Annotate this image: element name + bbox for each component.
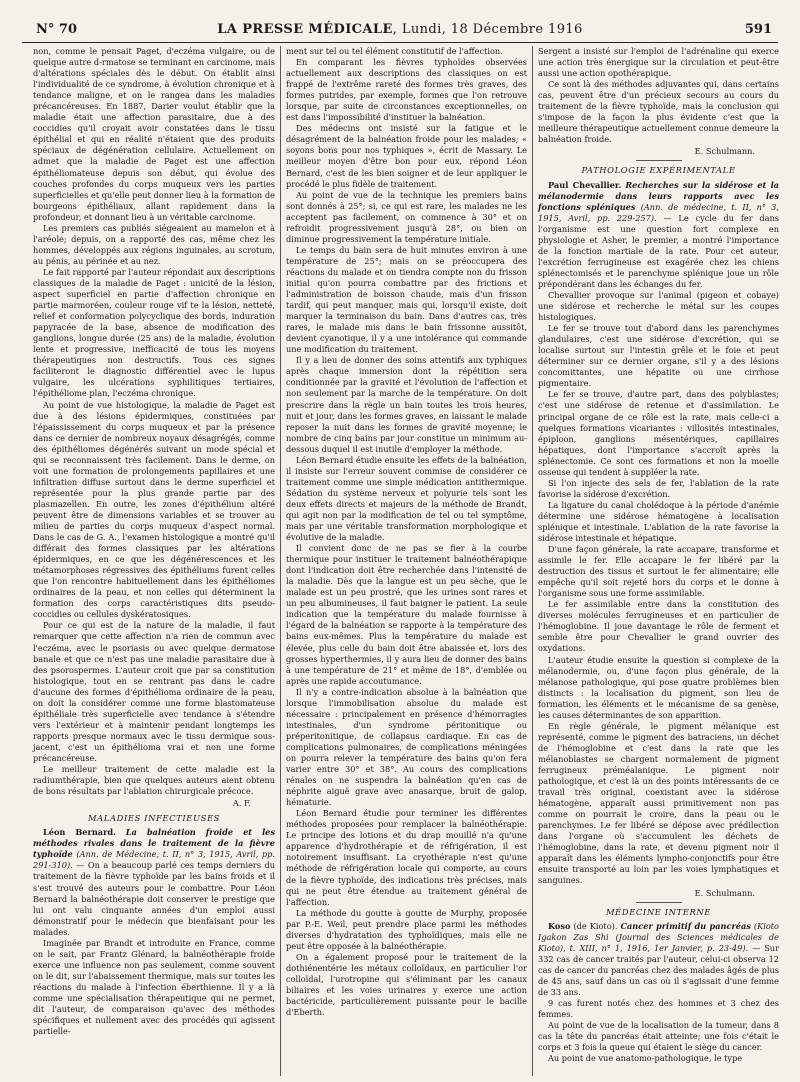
reference-title: La balnéation froide et les méthodes rivales dans le traitement de la fièvre typhoïde (33, 827, 276, 860)
reference-source: (Ann. de Médecine, t. II, n° 3, 1915, Avril, pp. 291-310). (33, 849, 275, 871)
paragraph: Les premiers cas publiés siégeaient au mamelon et à l'aréole; depuis, on a rapporté des cas, même chez les hommes, développés aux régions inguinales, au scrotum, au pénis, au périnée et au nez. (33, 222, 275, 266)
abstract-reference (538, 180, 779, 290)
paragraph: Au point de vue de la localisation de la tumeur, dans 8 cas la tête du pancréas était atteinte; une fois c'était le corps et 3 fois la queue qui étaient le siège du cancer. (538, 1020, 779, 1053)
reference-author: Paul Chevallier. (548, 179, 622, 190)
paragraph: On a également proposé pour le traitement de la dothiénentérie les métaux colloïdaux, en particulier l'or colloïdal, l'urotropine qui s'éliminant par les canaux biliaires et les voies urinaires y exerce une action bactéricide, particulièrement puissante pour le bacille d'Eberth. (286, 951, 527, 1018)
reference-body: — On a beaucoup parlé ces temps derniers du traitement de la fièvre typhoïde par les bains froids et il s'est trouvé des auteurs pour le combattre. Pour Léon Bernard la balnéothérapie doit conserver le prestige que lui ont valu cinquante années d'un emploi aussi démonstratif pour le médecin que bienfaisant pour les malades. (33, 860, 275, 937)
paragraph: Si l'on injecte des sels de fer, l'ablation de la rate favorise la sidérose d'excrétion. (538, 477, 779, 499)
reference-author: Léon Bernard. (43, 827, 116, 838)
author-signature: A. F. (232, 798, 251, 809)
section-heading: MÉDECINE INTERNE (605, 906, 712, 917)
page-number: 591 (744, 22, 772, 37)
article-columns (28, 46, 784, 1076)
paragraph: Au point de vue histologique, la maladie de Paget est due à des lésions épidermiques, constituées par l'épaississement du corps muqueux et par la présence dans ce dernier de nombreux noyaux désagrégés, comme des épithéliomes dégénérés suivant un mode spécial et qui se reconnaissent très facilement. Dans le derme, on voit une formation de prolongements papillaires et une infiltration diffuse surtout dans le derme superficiel et représentée pour la plus grande partie par des plasmazellen. En outre, les zones d'épithélium altéré peuvent être de dimensions variables et se trouver au milieu de parties du corps muqueux d'aspect normal. Dans le cas de G. A., l'examen histologique a montré qu'il différait des formes classiques par les altérations épidermiques, en ce que les dégénérescences et les métamorphoses régressives des épithéliums furent celles que l'on rencontre habituellement dans les épithéliomes ordinaires de la peau, et non celles qui déterminent la formation des corps caractéristiques dits pseudo-coccidies ou cellules dyskératosiques. (33, 399, 275, 620)
issue-number: N° 70 (36, 22, 77, 37)
page-header (22, 20, 778, 40)
paragraph: Au point de vue de la technique les premiers bains sont donnés à 25°; si, ce qui est rare, les malades ne les acceptent pas facilement, on commence à 30° et on refroidit progressivement jusqu'à 28°, ou bien on diminue progressivement la température initiale. (286, 189, 527, 244)
author-signature: E. Schulmann. (694, 146, 755, 157)
section-divider (636, 160, 682, 161)
paragraph: Chevallier provoque sur l'animal (pigeon et cobaye) une sidérose et recherche le métal sur les coupes histologiques. (538, 289, 779, 323)
paragraph: Le meilleur traitement de cette maladie est la radiumthérapie, bien que quelques auteurs aient obtenu de bons résultats par l'ablation chirurgicale précoce. (33, 764, 275, 797)
reference-title: Cancer primitif du pancréas (620, 920, 751, 931)
abstract-reference (33, 827, 275, 937)
paragraph: Il convient donc de ne pas se fier à la courbe thermique pour instituer le traitement balnéothérapique dont l'indication doit être recherchée dans l'intensité de la maladie. Dès que la langue est un peu sèche, que le malade est un peu prostré, que les urines sont rares et un peu albumineuses, il faut baigner le patient. La seule indication que la température du malade fournisse à l'égard de la balnéation se rapporte à la température des bains eux-mêmes. Plus la température du malade est élevée, plus celle du bain doit être abaissée et, lors des grosses hyperthermies, il y aura lieu de donner des bains à une température de 21° et même de 18°, d'emblée ou après une rapide accoutumance. (286, 543, 527, 686)
paragraph: Sergent a insisté sur l'emploi de l'adrénaline qui exerce une action très énergique sur la circulation et peut-être aussi une action opothérapique. (538, 46, 779, 79)
reference-body: — Sur 332 cas de cancer traités par l'auteur, celui-ci observa 12 cas de cancer du pancréas chez des malades âgés de plus de 45 ans, sauf dans un cas où il s'agissait d'une femme de 33 ans. (538, 942, 779, 997)
paragraph: La ligature du canal cholédoque à la période d'anémie détermine une sidérose hématogène à localisation splénique et intestinale. L'ablation de la rate favorise la sidérose intestinale et hépatique. (538, 499, 779, 544)
reference-author: Koso (548, 920, 571, 931)
paragraph: Ce sont là des méthodes adjuvantes qui, dans certains cas, peuvent être d'un précieux secours au cours du traitement de la fièvre typhoïde, mais la conclusion qui s'impose de la façon la plus évidente c'est que la meilleure thérapeutique actuellement connue demeure la balnéation froide. (538, 79, 779, 145)
paragraph: Le fait rapporté par l'auteur répondait aux descriptions classiques de la maladie de Paget : unicité de la lésion, aspect superficiel en partie d'affection chronique en partie marmoréen, couleur rouge vif te la lésion, netteté, relief et conformation polycyclique des bords, induration papyracée de la base, absence de modification des ganglions, longue durée (25 ans) de la maladie, évolution lente et progressive, inefficacité de tous les moyens thérapeutiques non destructifs. Tous ces signes faciliteront le diagnostic différentiel avec le lupus vulgaire, les ulcérations syphilitiques tertiaires, l'épithéliome plan, l'eczéma chronique. (33, 266, 275, 399)
column-1 (28, 46, 280, 1076)
paragraph: En comparant les fièvres typhoïdes observées actuellement aux descriptions des classiques on est frappé de l'extrême rareté des formes très graves, des formes putrides, par exemple, formes que l'on retrouve lorsque, par suite de circonstances exceptionnelles, on est dans l'impossibilité d'instituer la balnéation. (286, 57, 527, 123)
paragraph: Le fer se trouve, d'autre part, dans des polyblastes; c'est une sidérose de retenue et d'assimilation. Le principal organe de ce rôle est la rate, mais celle-ci a quelques formations vicariantes : villosités intestinales, épiploon, ganglions mésentériques, capillaires hépatiques, dont l'importance s'accroît après la splénectomie. Ce sont ces formations et non la moelle osseuse qui tendent à suppléer la rate. (538, 389, 779, 477)
paragraph: Le fer assimilable entre dans la constitution des diverses molécules ferrugineuses et en particulier de l'hémoglobine. Il joue davantage le rôle de ferment et semble être pour Chevallier le grand ouvrier des oxydations. (538, 599, 779, 654)
paragraph: Imaginée par Brandt et introduite en France, comme on le sait, par Frantz Glénard, la balnéothérapie froide exerce une influence non pas seulement, comme souvent on le dit, sur l'abaissement thermique, mais sur toutes les réactions du malade à l'infection éberthienne. Il y a là comme une spécialisation thérapeutique qui ne permet, dit l'auteur, de comparaison qu'avec des méthodes spécifiques et nullement avec des procédés qui agissent partielle- (33, 937, 275, 1037)
paragraph: Des médecins ont insisté sur la fatigue et le désagrément de la balnéation froide pour les malades; « soyons bons pour nos typhiques », écrit de Massary. Le meilleur moyen d'être bon pour eux, répond Léon Bernard, c'est de les bien soigner et de leur appliquer le procédé le plus fidèle de traitement. (286, 123, 527, 189)
section-heading: MALADIES INFECTIEUSES (88, 813, 220, 824)
paragraph: Il y a lieu de donner des soins attentifs aux typhiques après chaque immersion dont la répétition sera conditionnée par la gravité et l'évolution de l'affection et non seulement par la marche de la température. On doit prescrire dans la règle un bain toutes les trois heures, nuit et jour, dans les formes graves, en laissant le malade reposer la nuit dans les formes de gravité moyenne; le nombre de cinq bains par jour constitue un minimum au-dessous duquel il est inutile d'employer la méthode. (286, 355, 527, 454)
issue-date: , Lundi, 18 Décembre 1916 (392, 22, 583, 37)
reference-affiliation: (de Kioto). (573, 920, 618, 931)
paragraph: Le temps du bain sera de huit minutes environ à une température de 25°; mais on se préoccupera des réactions du malade et on tiendra compte non du frisson initial qu'on pourra combattre par des frictions et l'administration de boisson chaude, mais d'un frisson tardif, qui peut manquer, mais qui, lorsqu'il existe, doit marquer la terminaison du bain. Dans d'autres cas, très rares, le malade mis dans le bain frissonne aussitôt, devient cyanotique, il y a une intolérance qui commande une modification du traitement. (286, 244, 527, 355)
reference-source: (Ann. de médecine, t. II, n° 3, 1915, Avril, pp. 229-257). (538, 201, 779, 223)
paragraph: 9 cas furent notés chez des hommes et 3 chez des femmes. (538, 997, 779, 1019)
paragraph: Il n'y a contre-indication absolue à la balnéation que lorsque l'immobilisation absolue du malade est nécessaire : principalement en présence d'hémorragies intestinales, d'un syndrome péritonitique ou préperitonitique, de collapsus cardiaque. En cas de complications pulmonaires, de complications méningées on pourra relever la température des bains qu'on fera varier entre 30° et 38°. Au cours des complications rénales on ne suspendra la balnéation qu'en cas de néphrite aiguë grave avec anasarque, bruit de galop, hématurie. (286, 686, 527, 808)
paragraph: Pour ce qui est de la nature de la maladie, il faut remarquer que cette affection n'a rien de commun avec l'eczéma, avec le psoriasis ou avec quelque dermatose banale et que ce n'est pas une maladie parasitaire due à des psorospermes. L'auteur croit que par sa constitution histologique, tout en se rentrant pas dans le cadre d'aucune des formes d'épithélioma ordinaire de la peau, on doit la considérer comme une forme blastomateuse épithéliale très superficielle avec tendance à s'étendre vers l'extérieur et à maintenir pendant longtemps les rapports presque normaux avec le tissu dermique sous-jacent, c'est un épithélioma vrai et non une forme précancéreuse. (33, 620, 275, 763)
reference-source: (Kioto Igakon Zas Shi (Journal des Sciences médicales de Kioto), t. XIII, n° 1, 1916, 1er Janvier, p. 23-49). (538, 920, 779, 953)
paragraph: Léon Bernard étudie pour terminer les différentes méthodes proposées pour remplacer la balnéothérapie. Le principe des lotions et du drap mouillé n'a qu'une apparence d'hydrothérapie et de réfrigération, il est notoirement insuffisant. La cryothérapie n'est qu'une méthode de réfrigération locale qui comporte, au cours de la fièvre typhoïde, des indications très précises, mais qui ne peut être étendue au traitement général de l'affection. (286, 808, 527, 907)
paragraph: La méthode du goutte à goutte de Murphy, proposée par P.-E. Weil, peut prendre place parmi les méthodes diverses d'hydratation des typhoïdiques, mais elle ne peut être opposée à la balnéothérapie. (286, 907, 527, 951)
paragraph: non, comme le pensait Paget, d'eczéma vulgaire, ou de quelque autre d-rmatose se terminant en carcinome, mais d'altérations spéciales dès le début. On établit ainsi l'individualité de ce syndrome, à évolution chronique et à tendance maligne, et on le rangea dans les maladies précancéreuses. En 1887, Darier voulut établir que la maladie était une affection parasitaire, due à des coccidies qu'il croyait avoir constatées dans le tissu épithélial et qui en réalité n'étaient que des produits spéciaux de dégénération cellulaire. Actuellement on admet que la maladie de Paget est une affection épithéliomateuse depuis son début, qui évolue des couches profondes du corps muqueux vers les parties superficielles et qu'elle peut donner lieu à la formation de bourgeons épithéliaux, allant rapidement dans la profondeur, et donnant lieu à un véritable carcinome. (33, 46, 275, 222)
column-2 (280, 46, 532, 1076)
header-rule (22, 42, 778, 43)
paragraph: L'auteur étudie ensuite la question si complexe de la mélanodermie, ou, d'une façon plus générale, de la mélanose pathologique, qui pose quatre problèmes bien distincts : la localisation du pigment, son lieu de formation, les éléments et le mécanisme de sa genèse, les causes déterminantes de son apparition. (538, 654, 779, 720)
paragraph: Léon Bernard étudie ensuite les effets de la balnéation, il insiste sur l'erreur souvent commise de considérer ce traitement comme une simple médication antithermique. Sédation du système nerveux et polyurie tels sont les deux effets directs et majeurs de la méthode de Brandt, qui agit non par la modification de tel ou tel symptôme, mais par une véritable transformation morphologique et évolutive de la maladie. (286, 454, 527, 543)
paragraph: D'une façon générale, la rate accapare, transforme et assimile le fer. Elle accapare le fer libéré par la destruction des tissus et surtout le fer alimentaire; elle empêche qu'il soit rejeté hors du corps et le donne à l'organisme sous une forme assimilable. (538, 544, 779, 599)
section-divider (636, 902, 682, 903)
column-3 (532, 46, 784, 1076)
paragraph: Le fer se trouve tout d'abord dans les parenchymes glandulaires, c'est une sidérose d'excrétion, qui se localise surtout sur l'intestin grêle et le foie et peut déterminer sur ce dernier organe, s'il y a des lésions concomittantes, une hépatite ou une cirrhose pigmentaire. (538, 323, 779, 389)
author-signature: E. Schulmann. (694, 887, 755, 898)
journal-name: LA PRESSE MÉDICALE (217, 22, 393, 37)
reference-body: — Le cycle du fer dans l'organisme est une question fort complexe en physiologie et Asher, le premier, a montré l'importance de la fonction martiale de la rate. Pour cet auteur, l'excrétion ferrugineuse est exagérée chez les chiens splénectomisés et le parenchyme splénique joue un rôle prépondérant dans les échanges du fer. (538, 212, 779, 289)
paragraph: En règle générale, le pigment mélanique est représenté, comme le pigment des batraciens, un déchet de l'hémoglobine et c'est dans la rate que les mélanoblastes se chargent normalement de pigment ferrugineux préméalanique. Le pigment noir pathologique, et c'est là un des points intéressants de ce travail très original, coexistant avec la sidérose hématogène, apparaît aussi primitivement non pas comme on pourrait le croire, dans la peau ou le parenchymes. Le fer libéré se dépose avec prédilection dans l'organe où s'accumulent les déchets de l'hémoglobine, dans la rate, et devenu pigment noir il apparaît dans les éléments lympho-conjonctifs pour être ensuite transporté au loin par les voies lymphatiques et sanguines. (538, 720, 779, 886)
paragraph: Au point de vue anatomo-pathologique, le type (548, 1053, 743, 1064)
abstract-reference (538, 921, 779, 998)
reference-title: Recherches sur la sidérose et la mélanodermie dans leurs rapports avec les fonctions spléniques (538, 179, 779, 212)
paragraph: ment sur tel ou tel élément constitutif de l'affection. (286, 46, 503, 56)
section-heading: PATHOLOGIE EXPÉRIMENTALE (581, 165, 736, 176)
journal-title-line (22, 22, 778, 37)
